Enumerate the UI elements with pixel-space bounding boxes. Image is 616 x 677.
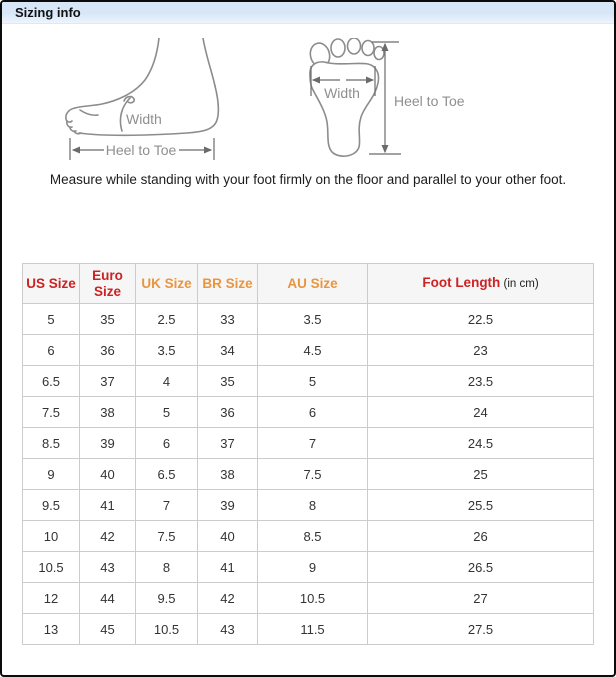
- table-row: [23, 459, 594, 490]
- side-view-width-label: Width: [126, 111, 162, 127]
- table-cell: 40: [198, 521, 258, 552]
- table-cell: 25.5: [368, 490, 594, 521]
- column-header-label: US Size: [26, 275, 76, 291]
- table-cell: 7.5: [23, 397, 80, 428]
- table-cell: 9.5: [23, 490, 80, 521]
- column-header-uk-size: [136, 264, 198, 304]
- foot-side-view-diagram: [62, 38, 222, 168]
- table-cell: 4.5: [258, 335, 368, 366]
- table-cell: 34: [198, 335, 258, 366]
- table-row: [23, 614, 594, 645]
- table-row: [23, 304, 594, 335]
- table-cell: 39: [198, 490, 258, 521]
- page-title: Sizing info: [15, 5, 81, 20]
- table-cell: 24: [368, 397, 594, 428]
- table-cell: 44: [80, 583, 136, 614]
- table-cell: 3.5: [258, 304, 368, 335]
- size-table-header-row: [23, 264, 594, 304]
- table-cell: 38: [198, 459, 258, 490]
- size-table-body: [23, 304, 594, 645]
- table-cell: 10.5: [23, 552, 80, 583]
- table-cell: 5: [258, 366, 368, 397]
- table-row: [23, 552, 594, 583]
- table-cell: 13: [23, 614, 80, 645]
- table-cell: 10.5: [136, 614, 198, 645]
- foot-sole-view-diagram: [302, 38, 472, 168]
- table-cell: 7.5: [258, 459, 368, 490]
- table-cell: 37: [198, 428, 258, 459]
- table-cell: 27.5: [368, 614, 594, 645]
- table-cell: 5: [136, 397, 198, 428]
- table-row: [23, 397, 594, 428]
- measurement-instruction: Measure while standing with your foot firmly on the floor and parallel to your other foot.: [49, 172, 567, 187]
- table-cell: 7: [136, 490, 198, 521]
- size-conversion-table: [22, 263, 594, 645]
- table-cell: 6.5: [136, 459, 198, 490]
- table-cell: 22.5: [368, 304, 594, 335]
- side-view-heel-to-toe-label: Heel to Toe: [105, 142, 177, 158]
- table-cell: 8: [258, 490, 368, 521]
- table-cell: 37: [80, 366, 136, 397]
- table-cell: 7.5: [136, 521, 198, 552]
- table-cell: 8.5: [23, 428, 80, 459]
- table-cell: 40: [80, 459, 136, 490]
- table-cell: 41: [198, 552, 258, 583]
- table-cell: 42: [80, 521, 136, 552]
- table-cell: 6: [23, 335, 80, 366]
- table-cell: 10: [23, 521, 80, 552]
- table-cell: 26: [368, 521, 594, 552]
- table-row: [23, 490, 594, 521]
- table-cell: 35: [198, 366, 258, 397]
- table-cell: 3.5: [136, 335, 198, 366]
- table-cell: 5: [23, 304, 80, 335]
- sole-view-width-label: Width: [324, 85, 360, 101]
- column-header-label: AU Size: [287, 275, 338, 291]
- table-cell: 6: [258, 397, 368, 428]
- table-cell: 12: [23, 583, 80, 614]
- table-cell: 23: [368, 335, 594, 366]
- column-header-us-size: [23, 264, 80, 304]
- table-cell: 4: [136, 366, 198, 397]
- table-cell: 41: [80, 490, 136, 521]
- table-cell: 42: [198, 583, 258, 614]
- table-cell: 6: [136, 428, 198, 459]
- table-cell: 36: [80, 335, 136, 366]
- table-cell: 45: [80, 614, 136, 645]
- table-cell: 8.5: [258, 521, 368, 552]
- sole-view-heel-to-toe-label: Heel to Toe: [394, 93, 465, 109]
- table-cell: 7: [258, 428, 368, 459]
- column-header-au-size: [258, 264, 368, 304]
- column-header-label: Euro Size: [92, 267, 123, 299]
- table-cell: 24.5: [368, 428, 594, 459]
- foot-diagrams: [2, 38, 614, 168]
- table-cell: 23.5: [368, 366, 594, 397]
- column-header-br-size: [198, 264, 258, 304]
- column-header-euro-size: [80, 264, 136, 304]
- table-row: [23, 521, 594, 552]
- table-cell: 43: [80, 552, 136, 583]
- table-cell: 9.5: [136, 583, 198, 614]
- table-cell: 36: [198, 397, 258, 428]
- table-cell: 9: [258, 552, 368, 583]
- table-cell: 39: [80, 428, 136, 459]
- table-cell: 9: [23, 459, 80, 490]
- table-cell: 38: [80, 397, 136, 428]
- column-header-foot-length: [368, 264, 594, 304]
- table-cell: 10.5: [258, 583, 368, 614]
- table-cell: 8: [136, 552, 198, 583]
- table-row: [23, 335, 594, 366]
- table-cell: 6.5: [23, 366, 80, 397]
- title-bar: [2, 2, 614, 24]
- table-cell: 26.5: [368, 552, 594, 583]
- column-header-label: BR Size: [202, 275, 253, 291]
- column-header-label: UK Size: [141, 275, 192, 291]
- table-cell: 35: [80, 304, 136, 335]
- table-cell: 33: [198, 304, 258, 335]
- column-header-unit: (in cm): [500, 278, 539, 290]
- table-cell: 25: [368, 459, 594, 490]
- table-row: [23, 583, 594, 614]
- table-row: [23, 428, 594, 459]
- table-cell: 11.5: [258, 614, 368, 645]
- table-cell: 43: [198, 614, 258, 645]
- table-cell: 2.5: [136, 304, 198, 335]
- table-cell: 27: [368, 583, 594, 614]
- table-row: [23, 366, 594, 397]
- column-header-label: Foot Length: [422, 275, 501, 290]
